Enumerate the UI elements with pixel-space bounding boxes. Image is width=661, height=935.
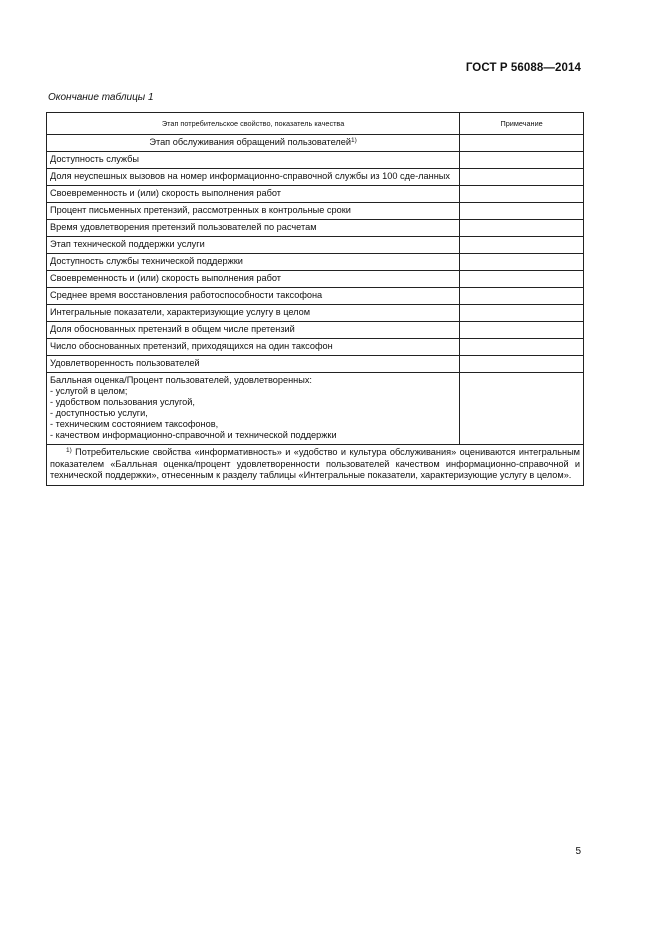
property-text: Своевременность и (или) скорость выполнения работ (50, 273, 281, 283)
property-cell (47, 288, 460, 305)
note-cell (460, 152, 584, 169)
property-cell (47, 356, 460, 373)
property-text: Этап обслуживания обращений пользователей (149, 137, 352, 147)
property-text: Число обоснованных претензий, приходящихся на один таксофон (50, 341, 333, 351)
property-text: Доля неуспешных вызовов на номер информационно-справочной службы из 100 сде-ланных (50, 171, 450, 181)
footnote-marker: 1) (66, 447, 72, 454)
table-row (47, 169, 584, 186)
property-cell (47, 203, 460, 220)
footnote-marker: 1) (351, 137, 357, 144)
document-code: ГОСТ Р 56088—2014 (465, 62, 581, 74)
property-cell (47, 322, 460, 339)
column-header-note: Примечание (460, 113, 584, 135)
note-cell (460, 305, 584, 322)
note-cell (460, 373, 584, 445)
property-cell (47, 237, 460, 254)
table-row (47, 186, 584, 203)
list-item: - техническим состоянием таксофонов, (50, 419, 219, 429)
property-cell (47, 305, 460, 322)
property-cell (47, 220, 460, 237)
property-text: Доступность службы (50, 154, 139, 164)
table-row (47, 322, 584, 339)
table-row (47, 356, 584, 373)
table-section-row (47, 135, 584, 152)
table-footnote-row (47, 445, 584, 486)
footnote-cell (47, 445, 584, 486)
property-cell (47, 135, 460, 152)
list-item: - услугой в целом; (50, 386, 128, 396)
note-cell (460, 169, 584, 186)
property-text: Этап технической поддержки услуги (50, 239, 205, 249)
property-text: Своевременность и (или) скорость выполнения работ (50, 188, 281, 198)
property-cell (47, 339, 460, 356)
table-row (47, 237, 584, 254)
property-text: Доступность службы технической поддержки (50, 256, 243, 266)
property-cell (47, 186, 460, 203)
property-text: Интегральные показатели, характеризующие услугу в целом (50, 307, 311, 317)
table-row (47, 203, 584, 220)
table-header-row (47, 113, 584, 135)
note-cell (460, 186, 584, 203)
column-header-property: Этап потребительское свойство, показатель качества (47, 113, 460, 135)
table-row (47, 288, 584, 305)
table-row (47, 152, 584, 169)
table-row (47, 271, 584, 288)
footnote-text: Потребительские свойства «информативность» и «удобство и культура обслуживания» оцениваются интегральным показателем «Балльная оценка/процент удовлетворенности пользователей качеством информационно-справочной и технической поддержки», отнесенным к разделу таблицы «Интегральные показатели, характеризующие услугу в целом». (50, 447, 580, 480)
note-cell (460, 220, 584, 237)
property-cell (47, 169, 460, 186)
note-cell (460, 271, 584, 288)
note-cell (460, 322, 584, 339)
property-text: Время удовлетворения претензий пользователей по расчетам (50, 222, 317, 232)
property-cell (47, 152, 460, 169)
table-row-satisfaction-list (47, 373, 584, 445)
table-row (47, 254, 584, 271)
list-item: - доступностью услуги, (50, 408, 148, 418)
note-cell (460, 254, 584, 271)
page-number: 5 (575, 846, 581, 857)
note-cell (460, 356, 584, 373)
property-cell (47, 254, 460, 271)
property-cell (47, 373, 460, 445)
table-row (47, 220, 584, 237)
note-cell (460, 339, 584, 356)
table-caption: Окончание таблицы 1 (48, 92, 154, 103)
table-row (47, 305, 584, 322)
list-item: - качеством информационно-справочной и технической поддержки (50, 430, 337, 440)
table-row (47, 339, 584, 356)
property-text: Доля обоснованных претензий в общем числе претензий (50, 324, 295, 334)
list-item: - удобством пользования услугой, (50, 397, 195, 407)
property-text: Процент письменных претензий, рассмотренных в контрольные сроки (50, 205, 351, 215)
note-cell (460, 237, 584, 254)
note-cell (460, 135, 584, 152)
quality-table (46, 112, 584, 486)
table-body (47, 135, 584, 486)
note-cell (460, 203, 584, 220)
property-text: Среднее время восстановления работоспособности таксофона (50, 290, 323, 300)
property-text: Удовлетворенность пользователей (50, 358, 200, 368)
list-title: Балльная оценка/Процент пользователей, удовлетворенных: (50, 375, 312, 385)
property-cell (47, 271, 460, 288)
note-cell (460, 288, 584, 305)
